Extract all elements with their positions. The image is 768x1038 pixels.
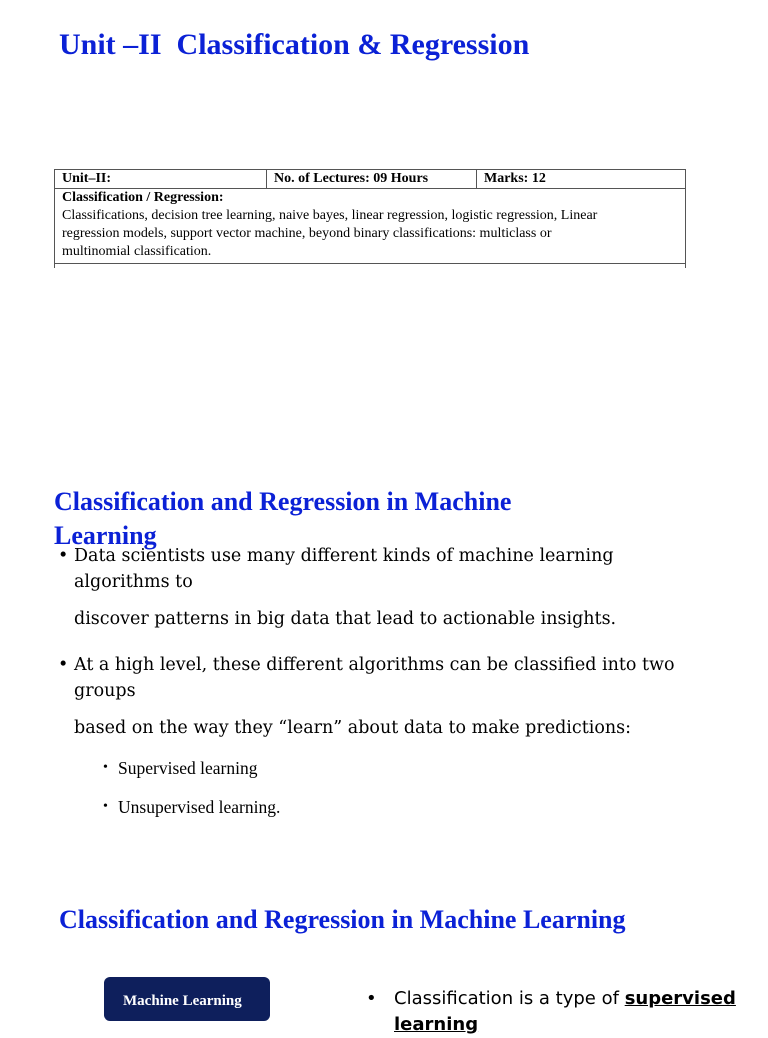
bullet-dot-icon: • <box>366 988 377 1009</box>
learning-term: learning <box>394 1014 479 1035</box>
syllabus-table <box>54 169 686 264</box>
classification-bullet <box>366 986 746 1035</box>
bullet-item-1 <box>58 543 708 632</box>
bullet-text-1: Data scientists use many different kinds of machine learning algorithms to <box>74 546 614 592</box>
topics-line-2: regression models, support vector machine, beyond binary classifications: multiclass or <box>62 226 552 241</box>
bullet-dot-icon: • <box>58 655 69 675</box>
sub-bullet-list <box>74 755 708 820</box>
section-heading-2: Classification and Regression in Machine Learning <box>59 905 626 934</box>
lectures-cell: No. of Lectures: 09 Hours <box>267 170 477 189</box>
supervised-term: supervised <box>624 988 736 1009</box>
bullet-text-2: At a high level, these different algorithms can be classified into two groups <box>74 655 675 701</box>
machine-learning-box-label: Machine Learning <box>123 993 242 1009</box>
table-border-right-tail <box>685 260 686 268</box>
unit-cell: Unit–II: <box>55 170 267 189</box>
table-content-row <box>55 189 686 264</box>
topics-line-1: Classifications, decision tree learning, naive bayes, linear regression, logistic regression, Linear <box>62 208 598 223</box>
table-border-left-tail <box>54 260 55 268</box>
sub-bullet-text-1: Supervised learning <box>118 758 258 778</box>
marks-cell: Marks: 12 <box>477 170 686 189</box>
bullet-list <box>58 543 708 820</box>
bullet-item-2 <box>58 652 708 820</box>
bullet-dot-icon: • <box>58 546 69 566</box>
sub-bullet-dot-icon: • <box>103 760 108 775</box>
topic-heading: Classification / Regression: <box>62 190 224 205</box>
topics-line-3: multinomial classification. <box>62 244 212 259</box>
bullet-continuation-1: discover patterns in big data that lead to actionable insights. <box>74 609 617 629</box>
bullet-continuation-2: based on the way they “learn” about data to make predictions: <box>74 718 632 738</box>
sub-bullet-item-1 <box>103 755 708 781</box>
section-heading-1: Classification and Regression in Machine Learning <box>54 487 512 550</box>
classification-bullet-text: Classification is a type of <box>394 988 625 1009</box>
sub-bullet-text-2: Unsupervised learning. <box>118 797 281 817</box>
topics-cell <box>55 189 686 264</box>
machine-learning-box <box>104 977 270 1021</box>
slide-title-unit-ii: Unit –II Classification & Regression <box>59 28 530 61</box>
table-header-row <box>55 170 686 189</box>
sub-bullet-dot-icon: • <box>103 799 108 814</box>
sub-bullet-item-2 <box>103 794 708 820</box>
